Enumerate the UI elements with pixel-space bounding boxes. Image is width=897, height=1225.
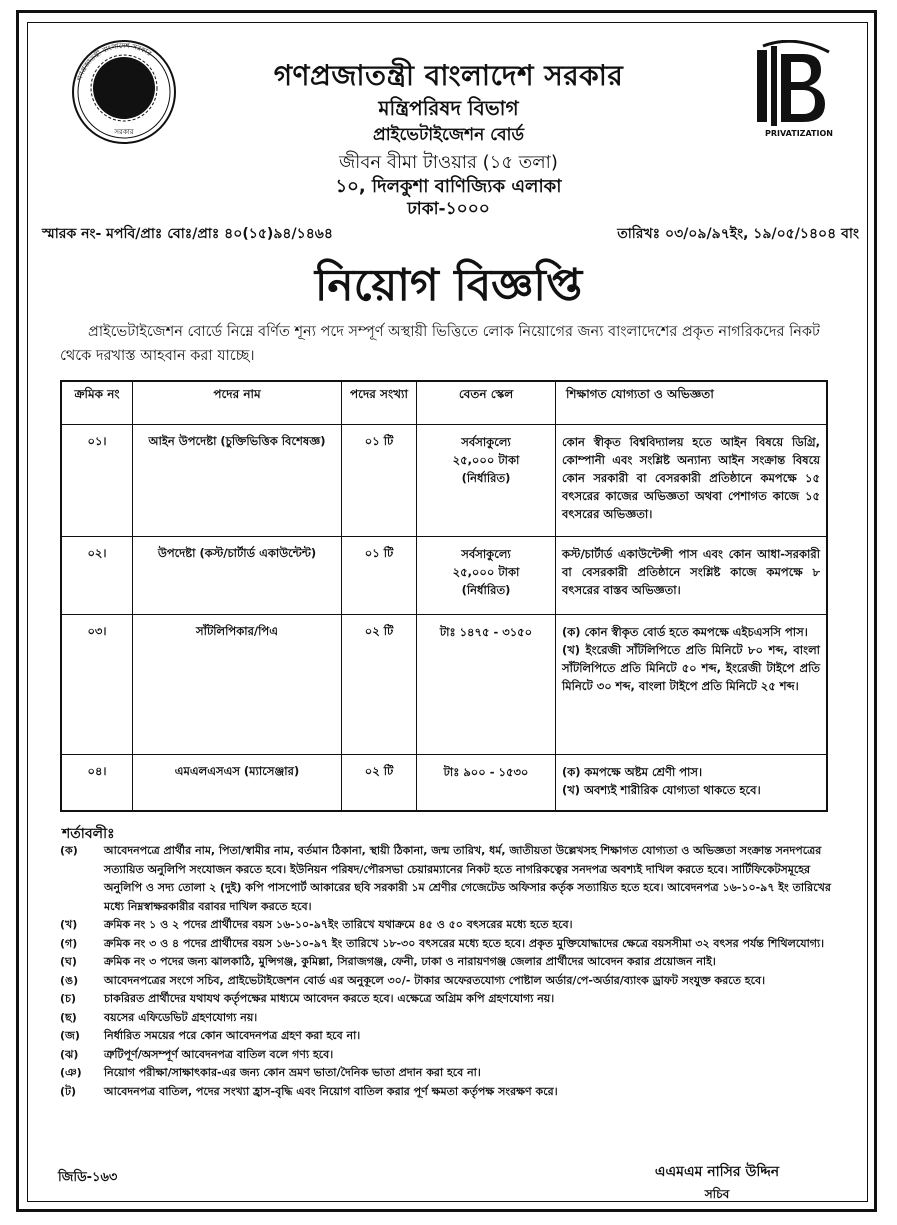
condition-text: আবেদনপত্র বাতিল, পদের সংখ্যা হ্রাস-বৃদ্ধি এবং নিয়োগ বাতিল করার পূর্ণ ক্ষমতা কর্তৃপক্ষ সংরক্ষণ করে। xyxy=(104,1084,558,1098)
row-pay xyxy=(417,537,556,615)
pay-line: ২৫,০০০ টাকা xyxy=(452,565,520,579)
header-pay: বেতন স্কেল xyxy=(417,381,556,425)
pay-line: সর্বসাকুল্যে xyxy=(461,435,511,449)
pay-line: টাঃ ৯০০ - ১৫৩০ xyxy=(443,765,529,779)
condition-text: আবেদনপত্রের সংগে সচিব, প্রাইভেটাইজেশন বোর্ড এর অনুকূলে ৩০/- টাকার অফেরতযোগ্য পোষ্টাল অর্ডার/পে-অর্ডার/ব্যাংক ড্রাফট সংযুক্ত করতে হবে। xyxy=(104,973,766,987)
qualification-line: কোন স্বীকৃত বিশ্ববিদ্যালয় হতে আইন বিষয়ে ডিগ্রি, কোম্পানী এবং সংশ্লিষ্ট অন্যান্য আইন সংক্রান্ত বিষয়ে কোন সরকারী বা বেসরকারী প্রতিষ্ঠানে কমপক্ষে ১৫ বৎসরের কাজের অভিজ্ঞতা অথবা পেশাগত কাজে ১৫ বৎসরের অভিজ্ঞতা। xyxy=(562,435,820,521)
table-row xyxy=(61,755,827,811)
table-row xyxy=(61,537,827,615)
pay-line: ২৫,০০০ টাকা xyxy=(452,453,520,467)
row-count: ০১ টি xyxy=(342,537,417,615)
condition-item xyxy=(60,953,842,972)
condition-item xyxy=(60,916,842,935)
row-post: সাঁটলিপিকার/পিএ xyxy=(133,615,342,755)
memo-number: স্মারক নং- মপবি/প্রাঃ বোঃ/প্রাঃ ৪০(১৫)৯৪/১৪৬৪ xyxy=(42,226,333,242)
row-pay xyxy=(417,615,556,755)
notice-date: তারিখঃ ০৩/০৯/৯৭ইং, ১৯/০৫/১৪০৪ বাং xyxy=(617,226,859,242)
signature-block xyxy=(612,1160,822,1206)
condition-text: ত্রুটিপূর্ণ/অসম্পূর্ণ আবেদনপত্র বাতিল বলে গণ্য হবে। xyxy=(104,1047,334,1061)
row-pay xyxy=(417,755,556,811)
gd-number: জিডি-১৬৩ xyxy=(58,1170,118,1185)
condition-label: (জ) xyxy=(60,1029,80,1042)
condition-label: (ছ) xyxy=(60,1010,77,1024)
address-street: ১০, দিলকুশা বাণিজ্যিক এলাকা xyxy=(335,176,562,197)
row-post: উপদেষ্টা (কস্ট/চার্টার্ড একাউন্টেন্ট) xyxy=(133,537,342,615)
row-count: ০২ টি xyxy=(342,615,417,755)
condition-item xyxy=(60,972,842,991)
row-post: এমএলএসএস (ম্যাসেঞ্জার) xyxy=(133,755,342,811)
logo-letter: B xyxy=(798,98,800,99)
condition-text: নির্ধারিত সময়ের পরে কোন আবেদনপত্র গ্রহণ করা হবে না। xyxy=(104,1029,361,1042)
row-post: আইন উপদেষ্টা (চুক্তিভিত্তিক বিশেষজ্ঞ) xyxy=(133,425,342,537)
condition-text: ক্রমিক নং ১ ও ২ পদের প্রার্থীদের বয়স ১৬-১০-৯৭ইং তারিখে যথাক্রমে ৪৫ ও ৫০ বৎসরের মধ্যে হতে হবে। xyxy=(104,918,573,931)
row-serial: ০৪। xyxy=(61,755,133,811)
intro-paragraph: প্রাইভেটাইজেশন বোর্ডে নিম্নে বর্ণিত শূন্য পদে সম্পূর্ণ অস্থায়ী ভিত্তিতে লোক নিয়োগের জন্য বাংলাদেশের প্রকৃত নাগরিকদের নিকট থেকে দরখাস্ত আহবান করা যাচ্ছে। xyxy=(60,324,820,364)
header-serial: ক্রমিক নং xyxy=(61,381,133,425)
condition-label: (ঘ) xyxy=(60,955,77,968)
condition-label: (ট) xyxy=(60,1084,77,1098)
posts-table xyxy=(60,380,828,812)
header-qualification: শিক্ষাগত যোগ্যতা ও অভিজ্ঞতা xyxy=(556,381,828,425)
condition-item xyxy=(60,990,842,1009)
conditions-list xyxy=(60,842,842,1101)
pay-line: টাঃ ১৪৭৫ - ৩১৫০ xyxy=(439,625,533,639)
condition-item xyxy=(60,1083,842,1102)
condition-label: (ঝ) xyxy=(60,1047,79,1061)
seal-bottom-text: সরকার xyxy=(114,128,134,136)
logo-ring-text: PRIVATIZATION xyxy=(765,129,833,138)
row-qualification xyxy=(556,537,828,615)
condition-item xyxy=(60,842,842,916)
condition-text: ক্রমিক নং ৩ পদের জন্য ঝালকাঠি, মুন্সিগঞ্জ, কুমিল্লা, সিরাজগঞ্জ, ফেনী, ঢাকা ও নারায়ণগঞ্জ জেলার প্রার্থীদের আবেদন করার প্রয়োজন নাই। xyxy=(104,955,716,968)
condition-label: (ঙ) xyxy=(60,973,79,987)
division-name: মন্ত্রিপরিষদ বিভাগ xyxy=(378,96,519,120)
header-count: পদের সংখ্যা xyxy=(342,381,417,425)
address-building: জীবন বীমা টাওয়ার (১৫ তলা) xyxy=(339,152,558,173)
notice-title: নিয়োগ বিজ্ঞপ্তি xyxy=(314,260,583,311)
board-name: প্রাইভেটাইজেশন বোর্ড xyxy=(373,125,524,145)
conditions-title: শর্তাবলীঃ xyxy=(62,826,115,842)
condition-label: (ক) xyxy=(60,844,78,857)
row-qualification xyxy=(556,425,828,537)
condition-item xyxy=(60,1009,842,1028)
table-header-row xyxy=(61,381,827,425)
table-row xyxy=(61,425,827,537)
condition-item xyxy=(60,1027,842,1046)
address-city: ঢাকা-১০০০ xyxy=(407,199,490,219)
condition-text: বয়সের এফিডেভিট গ্রহণযোগ্য নয়। xyxy=(104,1010,258,1024)
row-count: ০১ টি xyxy=(342,425,417,537)
signatory-name: এএমএম নাসির উদ্দিন xyxy=(654,1164,780,1180)
seal-ring-text: গণপ্রজাতন্ত্রী বাংলাদেশ সরকার xyxy=(75,41,153,82)
qualification-line: (ক) কোন স্বীকৃত বোর্ড হতে কমপক্ষে এইচএসসি পাস। xyxy=(562,625,808,639)
row-qualification xyxy=(556,755,828,811)
condition-label: (গ) xyxy=(60,936,78,950)
condition-label: (ঞ) xyxy=(60,1066,82,1079)
condition-text: আবেদনপত্রে প্রার্থীর নাম, পিতা/স্বামীর নাম, বর্তমান ঠিকানা, স্থায়ী ঠিকানা, জন্ম তারিখ, ধর্ম, জাতীয়তা উল্লেখসহ শিক্ষাগত যোগ্যতা ও অভিজ্ঞতা সংক্রান্ত সনদপত্রের সত্যায়িত অনুলিপি সংযোজন করতে হবে। ইউনিয়ন পরিষদ/পৌরসভা চেয়ারম্যানের নিকট হতে নাগরিকত্বের সনদপত্র অবশ্যই দাখিল করতে হবে। সার্টিফিকেটসমূহের অনুলিপি ও সদ্য তোলা ২ (দুই) কপি পাসপোর্ট আকারের ছবি সরকারী ১ম শ্রেণীর গেজেটেড অফিসার কর্তৃক সত্যায়িত হতে হবে। আবেদনপত্র ১৬-১০-৯৭ ইং তারিখের মধ্যে নিম্নস্বাক্ষরকারীর বরাবর দাখিল করতে হবে। xyxy=(104,844,831,913)
condition-text: চাকরিরত প্রার্থীদের যথাযথ কর্তৃপক্ষের মাধ্যমে আবেদন করতে হবে। এক্ষেত্রে অগ্রিম কপি গ্রহণযোগ্য নয়। xyxy=(104,992,555,1005)
government-name: গণপ্রজাতন্ত্রী বাংলাদেশ সরকার xyxy=(273,59,624,92)
condition-item xyxy=(60,1064,842,1083)
condition-item xyxy=(60,935,842,954)
condition-item xyxy=(60,1046,842,1065)
row-serial: ০২। xyxy=(61,537,133,615)
pay-line: (নির্ধারিত) xyxy=(461,583,511,597)
qualification-line: (খ) ইংরেজী সাঁটলিপিতে প্রতি মিনিটে ৮০ শব্দ, বাংলা সাঁটলিপিতে প্রতি মিনিটে ৫০ শব্দ, ইংরেজী টাইপে প্রতি মিনিটে ৩০ শব্দ, বাংলা টাইপে প্রতি মিনিটে ২৫ শব্দ। xyxy=(562,643,820,693)
condition-label: (খ) xyxy=(60,918,78,931)
condition-text: নিয়োগ পরীক্ষা/সাক্ষাৎকার-এর জন্য কোন ভ্রমণ ভাতা/দৈনিক ভাতা প্রদান করা হবে না। xyxy=(104,1066,481,1079)
pay-line: (নির্ধারিত) xyxy=(461,471,511,485)
row-count: ০২ টি xyxy=(342,755,417,811)
header-post: পদের নাম xyxy=(133,381,342,425)
table-row xyxy=(61,615,827,755)
qualification-line: (ক) কমপক্ষে অষ্টম শ্রেণী পাস। xyxy=(562,765,703,779)
pay-line: সর্বসাকুল্যে xyxy=(461,547,511,561)
row-pay xyxy=(417,425,556,537)
signatory-title: সচিব xyxy=(704,1187,730,1201)
row-qualification xyxy=(556,615,828,755)
condition-label: (চ) xyxy=(60,992,76,1005)
row-serial: ০১। xyxy=(61,425,133,537)
condition-text: ক্রমিক নং ৩ ও ৪ পদের প্রার্থীদের বয়স ১৬-১০-৯৭ ইং তারিখে ১৮-৩০ বৎসরের মধ্যে হতে হবে। প্রকৃত মুক্তিযোদ্ধাদের ক্ষেত্রে বয়সসীমা ৩২ বৎসর পর্যন্ত শিথিলযোগ্য। xyxy=(104,936,825,950)
qualification-line: কস্ট/চার্টার্ড একাউন্টেন্সী পাস এবং কোন আধা-সরকারী বা বেসরকারী প্রতিষ্ঠানে সংশ্লিষ্ট কাজে কমপক্ষে ৮ বৎসরের বাস্তব অভিজ্ঞতা। xyxy=(562,547,820,597)
qualification-line: (খ) অবশ্যই শারীরিক যোগ্যতা থাকতে হবে। xyxy=(562,783,761,797)
row-serial: ০৩। xyxy=(61,615,133,755)
